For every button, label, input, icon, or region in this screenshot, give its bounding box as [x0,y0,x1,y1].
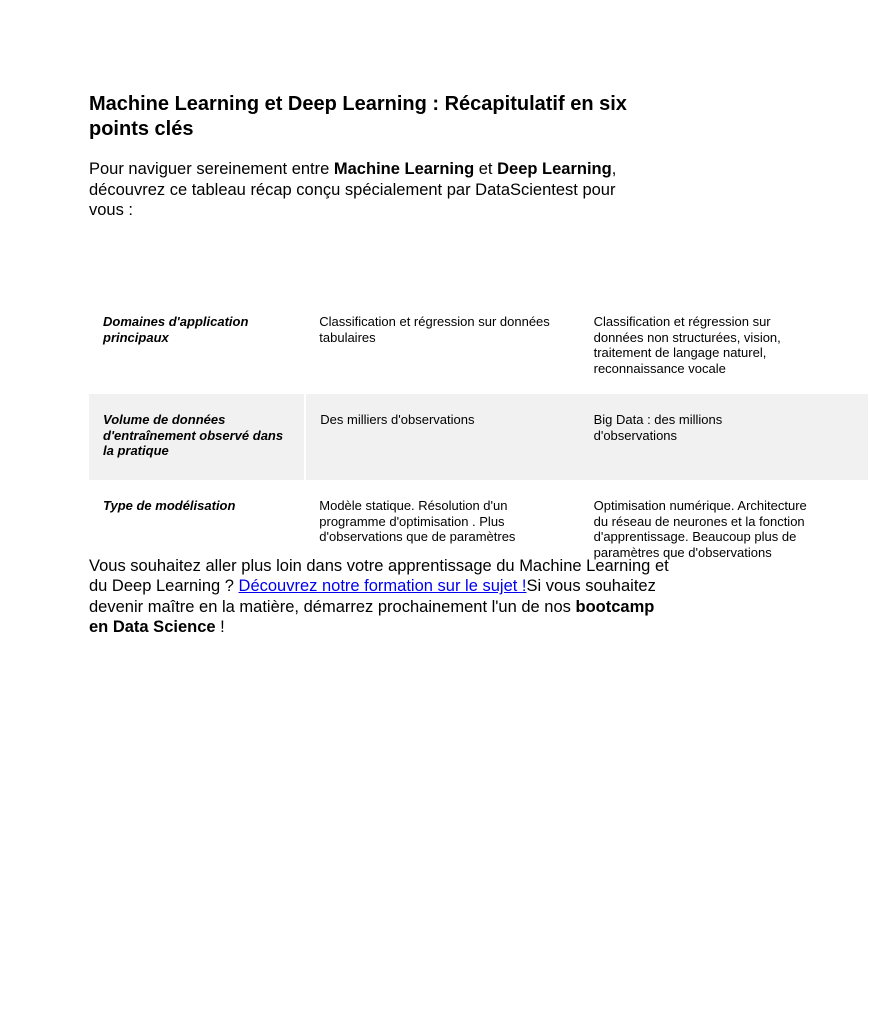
intro-paragraph [89,159,649,221]
dl-cell: Classification et régression sur données non structurées, vision, traitement de langage naturel, reconnaissance vocale [593,314,781,376]
bootcamp-bold: bootcamp en Data Science [89,597,655,636]
intro-text-3: , découvrez ce tableau récap conçu spécialement par DataScientest pour vous : [89,160,617,219]
row-header: Domaines d'application principaux [103,314,249,345]
outro-paragraph [89,556,674,637]
outro-text-3: ! [215,617,225,636]
dl-cell: Optimisation numérique. Architecture du réseau de neurones et la fonction d'apprentissage. Beaucoup plus de paramètres que d'observations [593,498,807,560]
document-page [89,92,807,1024]
ml-cell: Modèle statique. Résolution d'un programme d'optimisation . Plus d'observations que de paramètres [319,498,516,544]
outro-text-2: Si vous souhaitez devenir maître en la matière, démarrez prochainement l'un de nos [89,577,656,616]
row-header: Volume de données d'entraînement observé dans la pratique [89,394,305,480]
formation-link[interactable]: Découvrez notre formation sur le sujet ! [238,577,527,596]
intro-ml-bold: Machine Learning [333,160,475,178]
dl-cell: Big Data : des millions d'observations [580,394,868,480]
intro-text-1: Pour naviguer sereinement entre [89,160,334,178]
ml-cell: Des milliers d'observations [305,394,579,480]
recap-table [89,296,869,578]
outro-text-1: Vous souhaitez aller plus loin dans votre apprentissage du Machine Learning et du Deep Learning ? [89,557,669,596]
page-title: Machine Learning et Deep Learning : Récapitulatif en six points clés [89,93,627,140]
row-header: Type de modélisation [103,498,236,513]
ml-cell: Classification et régression sur données tabulaires [319,314,550,345]
recap-table-container [89,296,807,578]
intro-dl-bold: Deep Learning [497,160,612,178]
table-row [89,296,868,394]
table-row [89,394,868,480]
intro-text-2: et [474,160,498,178]
